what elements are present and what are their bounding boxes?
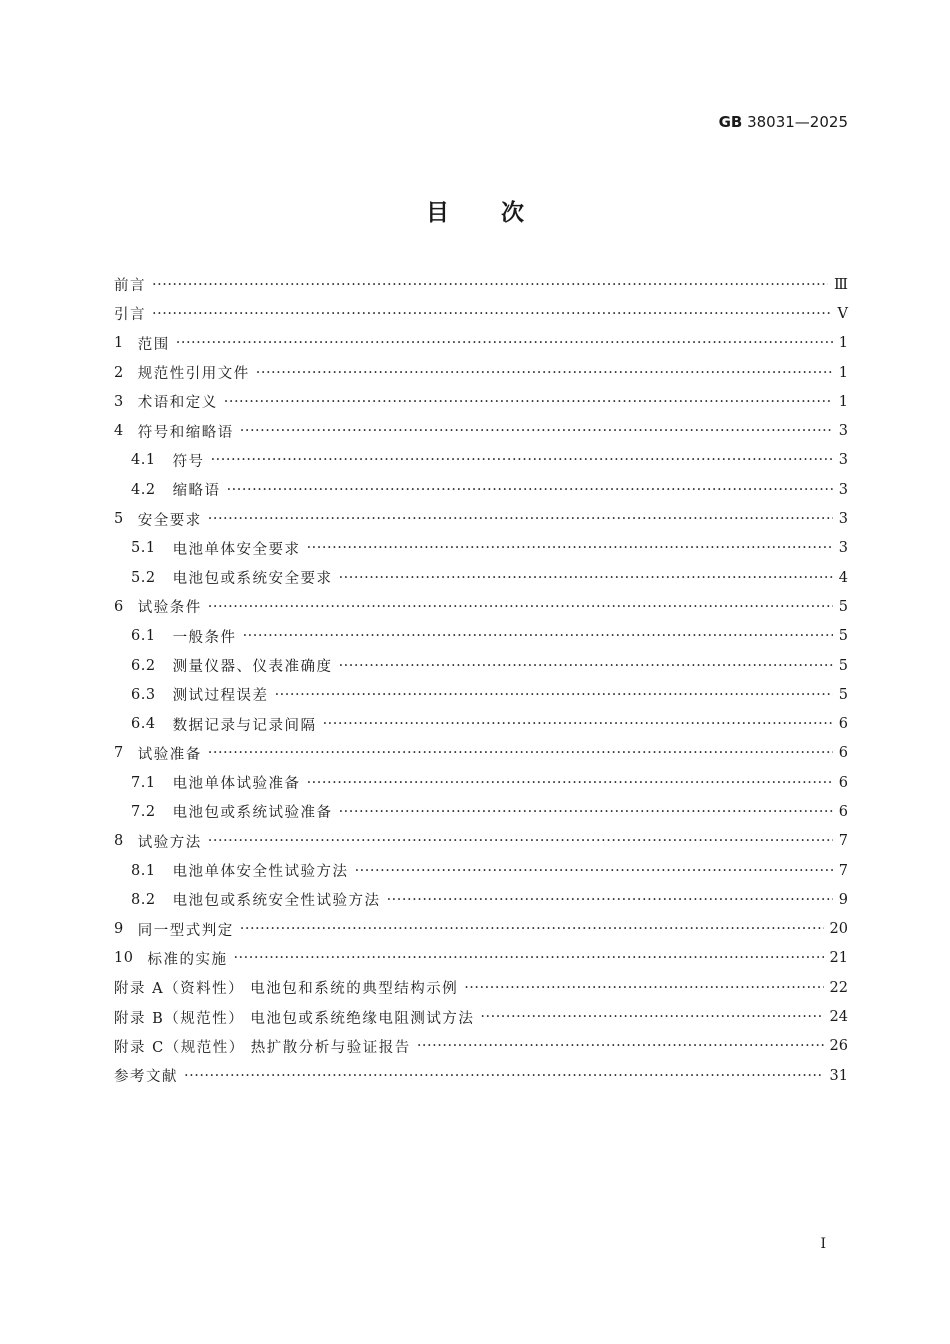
toc-leader-dots xyxy=(224,394,833,410)
toc-entry-page: 7 xyxy=(838,833,848,850)
toc-entry-page: 26 xyxy=(829,1038,848,1055)
toc-leader-dots xyxy=(323,716,833,732)
toc-entry-page: 6 xyxy=(838,716,848,733)
toc-entry-page: 5 xyxy=(838,598,848,615)
toc-entry-label: 同一型式判定 xyxy=(137,922,234,939)
toc-entry-label: 缩略语 xyxy=(172,483,221,500)
toc-entry-page: 1 xyxy=(838,364,848,381)
toc-entry[interactable] xyxy=(114,563,848,592)
toc-entry-page: 24 xyxy=(829,1009,848,1026)
toc-leader-dots xyxy=(208,745,833,761)
toc-entry-number: 2 xyxy=(114,364,124,381)
toc-entry[interactable] xyxy=(114,973,848,1002)
toc-leader-dots xyxy=(355,863,833,879)
toc-entry-page: 21 xyxy=(829,950,848,967)
toc-entry-number: 7.1 xyxy=(131,774,156,791)
toc-entry[interactable] xyxy=(114,709,848,738)
toc-entry-page: 6 xyxy=(838,774,848,791)
toc-entry-number: 1 xyxy=(114,335,124,352)
toc-leader-dots xyxy=(339,570,833,586)
toc-entry[interactable] xyxy=(114,1002,848,1031)
toc-entry[interactable] xyxy=(114,915,848,944)
toc-entry-label: 测试过程误差 xyxy=(172,688,269,705)
standard-code: 38031—2025 xyxy=(747,113,848,131)
toc-entry-page: 3 xyxy=(838,540,848,557)
toc-entry-page: 4 xyxy=(838,569,848,586)
toc-entry[interactable] xyxy=(114,797,848,826)
toc-entry-number: 6.2 xyxy=(131,657,156,674)
toc-entry[interactable] xyxy=(114,885,848,914)
toc-entry-page: 6 xyxy=(838,745,848,762)
toc-leader-dots xyxy=(417,1038,824,1054)
toc-entry-page: Ⅲ xyxy=(834,276,848,293)
toc-leader-dots xyxy=(208,511,833,527)
toc-entry-label: 附录 A（资料性） 电池包和系统的典型结构示例 xyxy=(114,981,459,998)
toc-entry-label: 范围 xyxy=(137,336,170,353)
toc-entry-label: 电池单体安全性试验方法 xyxy=(172,864,349,881)
toc-entry-label: 试验方法 xyxy=(137,834,202,851)
toc-entry-label: 安全要求 xyxy=(137,512,202,529)
toc-entry-number: 9 xyxy=(114,921,124,938)
toc-entry[interactable] xyxy=(114,1032,848,1061)
toc-entry-number: 7.2 xyxy=(131,803,156,820)
toc-leader-dots xyxy=(387,892,833,908)
toc-leader-dots xyxy=(152,277,828,293)
toc-entry[interactable] xyxy=(114,622,848,651)
toc-leader-dots xyxy=(227,482,833,498)
toc-entry-label: 附录 B（规范性） 电池包或系统绝缘电阻测试方法 xyxy=(114,1010,475,1027)
toc-entry-label: 试验条件 xyxy=(137,600,202,617)
toc-leader-dots xyxy=(275,687,833,703)
toc-entry-label: 电池包或系统安全要求 xyxy=(172,571,333,588)
toc-entry-page: 3 xyxy=(838,511,848,528)
toc-leader-dots xyxy=(339,658,833,674)
toc-entry-number: 8.1 xyxy=(131,862,156,879)
toc-entry-page: 20 xyxy=(829,921,848,938)
toc-leader-dots xyxy=(208,599,833,615)
toc-entry-label: 前言 xyxy=(114,278,146,295)
toc-entry[interactable] xyxy=(114,387,848,416)
toc-entry-label: 测量仪器、仪表准确度 xyxy=(172,659,333,675)
toc-entry-page: 22 xyxy=(829,979,848,996)
toc-leader-dots xyxy=(233,950,823,966)
toc-leader-dots xyxy=(211,452,833,468)
toc-entry-label: 参考文献 xyxy=(114,1069,178,1086)
toc-entry-number: 4 xyxy=(114,423,124,440)
toc-entry-page: 31 xyxy=(829,1067,848,1084)
standard-prefix: GB xyxy=(718,113,743,131)
toc-entry-page: 9 xyxy=(838,891,848,908)
toc-entry-label: 试验准备 xyxy=(137,746,202,763)
toc-entry-number: 6 xyxy=(114,598,124,615)
toc-leader-dots xyxy=(243,628,833,644)
toc-entry-number: 5.1 xyxy=(131,540,156,557)
toc-entry-label: 符号和缩略语 xyxy=(137,424,234,441)
toc-entry-number: 6.1 xyxy=(131,628,156,645)
toc-entry-number: 4.2 xyxy=(131,481,156,498)
page-title: 目次 xyxy=(426,200,576,226)
toc-entry-page: 6 xyxy=(838,803,848,820)
toc-leader-dots xyxy=(307,775,833,791)
toc-entry[interactable] xyxy=(114,358,848,387)
toc-leader-dots xyxy=(176,335,833,351)
toc-entry-number: 6.3 xyxy=(131,686,156,703)
toc-entry-number: 8.2 xyxy=(131,891,156,908)
toc-entry-page: 5 xyxy=(838,686,848,703)
toc-entry-number: 10 xyxy=(114,950,134,967)
toc-entry[interactable] xyxy=(114,1061,848,1090)
toc-leader-dots xyxy=(240,921,824,937)
toc-leader-dots xyxy=(208,833,833,849)
toc-entry-page: 3 xyxy=(838,452,848,469)
toc-leader-dots xyxy=(152,306,832,322)
toc-entry-page: 3 xyxy=(838,423,848,440)
toc-entry-page: 7 xyxy=(838,862,848,879)
toc-entry[interactable] xyxy=(114,416,848,445)
toc-entry[interactable] xyxy=(114,651,848,680)
toc-entry-number: 3 xyxy=(114,393,124,410)
toc-entry-label: 电池单体试验准备 xyxy=(172,776,301,793)
toc-entry[interactable] xyxy=(114,944,848,973)
toc-entry[interactable] xyxy=(114,270,848,299)
toc-entry-label: 附录 C（规范性） 热扩散分析与验证报告 xyxy=(114,1039,411,1056)
toc-entry[interactable] xyxy=(114,739,848,768)
toc-leader-dots xyxy=(339,804,833,820)
toc-entry-number: 5.2 xyxy=(131,569,156,586)
toc-entry-label: 数据记录与记录间隔 xyxy=(172,717,317,734)
toc-entry-number: 6.4 xyxy=(131,716,156,733)
toc-entry-page: 3 xyxy=(838,481,848,498)
toc-entry[interactable] xyxy=(114,299,848,328)
toc-entry-label: 电池包或系统试验准备 xyxy=(172,805,333,822)
toc-entry[interactable] xyxy=(114,680,848,709)
toc-entry[interactable] xyxy=(114,592,848,621)
toc-entry-page: 5 xyxy=(838,657,848,674)
toc-entry[interactable] xyxy=(114,856,848,885)
toc-entry-number: 7 xyxy=(114,745,124,762)
toc-entry-label: 电池单体安全要求 xyxy=(172,541,301,558)
toc-entry[interactable] xyxy=(114,504,848,533)
toc-entry-label: 标准的实施 xyxy=(147,951,228,968)
toc-entry-number: 8 xyxy=(114,833,124,850)
toc-entry-page: 1 xyxy=(838,393,848,410)
toc-entry-label: 符号 xyxy=(172,453,205,470)
toc-leader-dots xyxy=(307,540,833,556)
page-number: Ⅰ xyxy=(820,1236,826,1252)
toc-entry[interactable] xyxy=(114,768,848,797)
toc-leader-dots xyxy=(464,980,823,996)
toc-entry-label: 规范性引用文件 xyxy=(137,366,250,383)
toc-leader-dots xyxy=(480,1009,823,1025)
standard-number xyxy=(719,113,848,131)
toc-entry-label: 一般条件 xyxy=(172,629,237,646)
toc-entry[interactable] xyxy=(114,534,848,563)
toc-entry-label: 引言 xyxy=(114,307,146,324)
toc-entry-label: 电池包或系统安全性试验方法 xyxy=(172,893,381,910)
toc-entry-page: 1 xyxy=(838,335,848,352)
toc-leader-dots xyxy=(184,1068,824,1084)
toc-leader-dots xyxy=(256,365,833,381)
toc-entry-page: 5 xyxy=(838,628,848,645)
toc-entry-page: Ⅴ xyxy=(837,305,848,322)
toc-leader-dots xyxy=(240,423,833,439)
toc-entry[interactable] xyxy=(114,329,848,358)
toc-entry-label: 术语和定义 xyxy=(137,395,218,412)
toc-entry-number: 4.1 xyxy=(131,452,156,469)
toc-entry[interactable] xyxy=(114,827,848,856)
toc-entry[interactable] xyxy=(114,446,848,475)
toc-entry-number: 5 xyxy=(114,511,124,528)
table-of-contents xyxy=(114,270,848,1090)
toc-entry[interactable] xyxy=(114,475,848,504)
